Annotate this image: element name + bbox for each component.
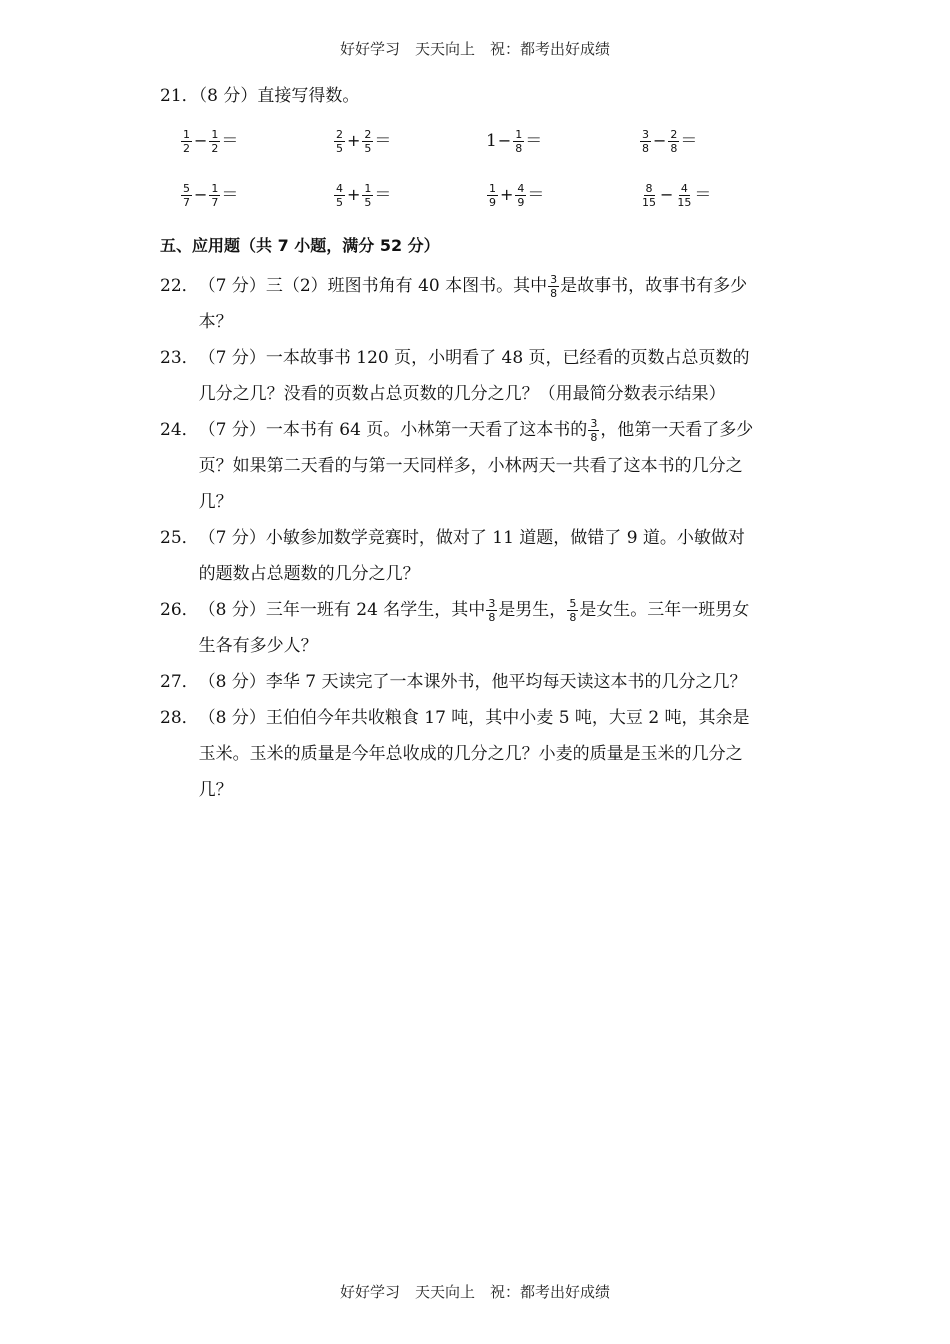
question-22 [160,268,792,340]
page-header: 好好学习 天天向上 祝：都考出好成绩 [339,40,610,58]
question-text: （8 分）三年一班有 24 名学生，其中 $\frac{3}{8}$ 是男生， $\frac{5}{8}$ 是女生。三年一班男女 [198,597,750,624]
question-28 [160,700,792,808]
question-number: 24． [160,420,199,440]
question-text: （8 分）李华 7 天读完了一本课外书，他平均每天读这本书的几分之几？ [198,672,747,692]
question-text: 生各有多少人？ [198,636,318,656]
calc-item: $\frac{1}{2}$ − $\frac{1}{2}$ ＝ [183,128,239,155]
fraction: $\frac{4}{15}$ [677,182,692,209]
fraction: $\frac{1}{7}$ [211,182,219,209]
fraction: $\frac{1}{9}$ [489,182,496,209]
question-text: 玉米。玉米的质量是今年总收成的几分之几？小麦的质量是玉米的几分之 [198,744,743,764]
fraction: $\frac{8}{15}$ [642,182,656,209]
fraction: $\frac{1}{2}$ [183,128,190,155]
calc-item: 1− $\frac{1}{8}$ ＝ [486,128,543,155]
fraction: $\frac{3}{8}$ [550,273,558,300]
question-number: 28． [160,708,199,728]
calc-item: $\frac{3}{8}$ − $\frac{2}{8}$ ＝ [642,128,698,155]
fraction: $\frac{1}{5}$ [364,182,372,209]
question-text: （7 分）一本书有 64 页。小林第一天看了这本书的 $\frac{3}{8}$ ，他第一天看了多少 [198,417,754,444]
calc-row-2 [160,168,792,222]
question-number: 25． [160,528,199,548]
question-text: 的题数占总题数的几分之几？ [198,564,420,584]
calc-item: $\frac{2}{5}$ + $\frac{2}{5}$ ＝ [336,128,392,155]
question-number: 22． [160,276,199,296]
question-25 [160,520,792,592]
fraction: $\frac{4}{9}$ [517,182,525,209]
calc-row-1 [160,114,792,168]
question-number: 27． [160,672,199,692]
fraction: $\frac{3}{8}$ [590,417,598,444]
section-5-title: 五、应用题（共 7 小题，满分 52 分） [160,236,440,255]
fraction: $\frac{2}{8}$ [670,128,678,155]
page-footer: 好好学习 天天向上 祝：都考出好成绩 [339,1283,610,1301]
calc-item: $\frac{4}{5}$ + $\frac{1}{5}$ ＝ [336,182,392,209]
question-number: 26． [160,600,199,620]
question-21 [160,78,792,222]
question-text: 几分之几？没看的页数占总页数的几分之几？（用最简分数表示结果） [198,384,726,404]
question-text: （7 分）小敏参加数学竞赛时，做对了 11 道题，做错了 9 道。小敏做对 [198,528,745,548]
question-text: （8 分）王伯伯今年共收粮食 17 吨，其中小麦 5 吨，大豆 2 吨，其余是 [198,708,750,728]
question-text: （7 分）一本故事书 120 页，小明看了 48 页，已经看的页数占总页数的 [198,348,750,368]
calc-item: $\frac{5}{7}$ − $\frac{1}{7}$ ＝ [183,182,239,209]
calc-item: $\frac{1}{9}$ + $\frac{4}{9}$ ＝ [489,182,545,209]
question-text: 页？如果第二天看的与第一天同样多，小林两天一共看了这本书的几分之 [198,456,743,476]
question-24 [160,412,792,520]
fraction: $\frac{3}{8}$ [488,597,496,624]
fraction: $\frac{2}{5}$ [364,128,372,155]
calc-item: $\frac{8}{15}$ − $\frac{4}{15}$ ＝ [642,182,712,209]
fraction: $\frac{5}{8}$ [569,597,577,624]
question-text: （7 分）三（2）班图书角有 40 本图书。其中 $\frac{3}{8}$ 是故事书，故事书有多少 [198,273,748,300]
question-23 [160,340,792,412]
question-27 [160,664,792,700]
question-21-title: 21．（8 分）直接写得数。 [160,86,360,106]
question-text: 本？ [198,312,233,332]
page-content [160,78,792,808]
question-text: 几？ [198,492,233,512]
question-text: 几？ [198,780,233,800]
fraction: $\frac{4}{5}$ [336,182,343,209]
fraction: $\frac{2}{5}$ [336,128,343,155]
question-26 [160,592,792,664]
fraction: $\frac{1}{8}$ [515,128,523,155]
fraction: $\frac{3}{8}$ [642,128,649,155]
fraction: $\frac{5}{7}$ [183,182,190,209]
fraction: $\frac{1}{2}$ [211,128,219,155]
question-number: 23． [160,348,199,368]
